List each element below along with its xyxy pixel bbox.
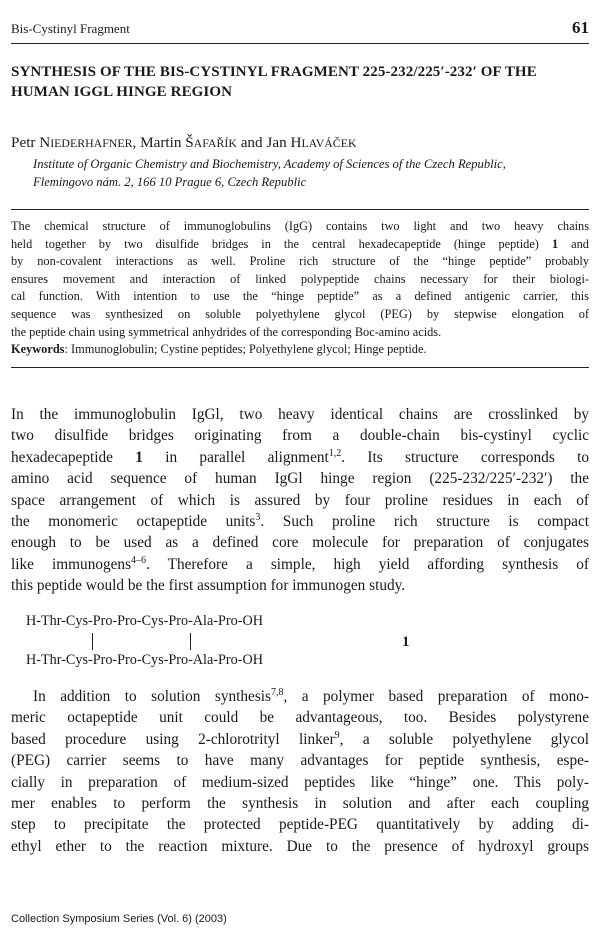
keywords [11, 341, 589, 359]
text-run: In the immunoglobulin IgGl, two heavy identical chains are crosslinked by [11, 406, 589, 423]
compound-number: 1 [402, 634, 410, 650]
text-run: , a polymer based preparation of mono- [283, 688, 589, 705]
author-list [11, 133, 589, 153]
text-line [11, 554, 589, 575]
text-run: meric octapeptide unit could be advantageous, too. Besides polystyrene [11, 709, 589, 727]
abstract-line [11, 324, 589, 342]
abstract-line [11, 253, 589, 271]
affiliation-line-1: Institute of Organic Chemistry and Biochemistry, Academy of Sciences of the Czech Republic, [33, 157, 506, 171]
text-line [11, 814, 589, 835]
abstract-line [11, 218, 589, 236]
peptide-chain-top: H-Thr-Cys-Pro-Pro-Cys-Pro-Ala-Pro-OH [26, 613, 263, 629]
abstract-text: cal function. With intention to use the “hinge peptide” as a defined antigenic carrier, this [11, 289, 589, 304]
text-run: space arrangement of which is assured by four proline residues in each of [11, 491, 589, 509]
peptide-chain-bottom: H-Thr-Cys-Pro-Pro-Cys-Pro-Ala-Pro-OH [26, 652, 263, 668]
text-line [11, 750, 589, 771]
abstract-text: ensures movement and interaction of linked polypeptide chains necessary for their biologi- [11, 271, 589, 286]
keywords-label: Keywords [11, 342, 65, 356]
citation-ref: 9 [334, 729, 340, 741]
text-line [11, 532, 589, 553]
text-run: . Therefore a simple, high yield affording synthesis of [146, 555, 589, 573]
running-title: Bis-Cystinyl Fragment [11, 21, 130, 36]
abstract-top-rule [11, 209, 589, 210]
text-run: enough to be used as a defined core molecule for preparation of conjugates [11, 534, 589, 552]
author-separator-and: and [236, 134, 267, 151]
text-line [11, 793, 589, 814]
body-paragraph-1 [11, 404, 589, 597]
text-line [11, 490, 589, 511]
abstract [11, 218, 589, 341]
text-line [11, 425, 589, 446]
author-separator: , [132, 134, 141, 151]
article-title: SYNTHESIS OF THE BIS-CYSTINYL FRAGMENT 225-232/225′-232′ OF THE HUMAN IGGL HINGE REGION [11, 64, 537, 100]
text-line [11, 836, 589, 857]
abstract-text: the peptide chain using symmetrical anhydrides of the corresponding Boc-amino acids. [11, 324, 442, 339]
disulfide-bond-2 [190, 633, 191, 650]
citation-ref: 4–6 [131, 554, 147, 566]
compound-ref: 1 [551, 236, 559, 251]
text-run: . Such proline rich structure is compact [260, 512, 590, 530]
abstract-line [11, 288, 589, 306]
abstract-line [11, 236, 589, 254]
text-run: the monomeric octapeptide units [11, 512, 256, 530]
text-run: cially in preparation of medium-sized peptides like “hinge” one. This poly- [11, 773, 589, 791]
text-line [11, 447, 589, 468]
peptide-formula [26, 613, 446, 673]
text-run: , a soluble polyethylene glycol [339, 730, 590, 748]
page-number: 61 [572, 18, 589, 37]
text-run: ethyl ether to the reaction mixture. Due to the presence of hydroxyl groups [11, 837, 589, 855]
citation-ref: 3 [255, 511, 261, 523]
text-run: two disulfide bridges originating from a double-chain bis-cystinyl cyclic [11, 427, 589, 445]
text-line [11, 729, 589, 750]
author-2-last: ŠAFAŘÍK [185, 134, 237, 151]
text-line [11, 468, 589, 489]
compound-ref: 1 [135, 448, 143, 466]
text-run: . Its structure corresponds to [341, 448, 589, 466]
text-run: hexadecapeptide [11, 448, 136, 466]
affiliation [33, 155, 589, 191]
disulfide-bond-1 [92, 633, 93, 650]
text-run: based procedure using 2-chlorotrityl linker [11, 730, 335, 748]
abstract-text: The chemical structure of immunoglobulins (IgG) contains two light and two heavy chains [11, 219, 589, 233]
citation-ref: 7,8 [271, 687, 284, 698]
text-line [11, 575, 589, 596]
text-run: step to precipitate the protected peptide-PEG quantitatively by adding di- [11, 816, 589, 834]
author-3-last: HLAVÁČEK [290, 134, 357, 151]
text-run: like immunogens [11, 555, 132, 573]
running-header [11, 18, 589, 40]
text-run: (PEG) carrier seems to have many advantages for peptide synthesis, espe- [11, 752, 589, 770]
abstract-text: by non-covalent interactions as well. Proline rich structure of the “hinge peptide” probably [11, 254, 589, 269]
keywords-text: : Immunoglobulin; Cystine peptides; Polyethylene glycol; Hinge peptide. [64, 342, 427, 356]
author-1-first: Petr [11, 134, 36, 151]
abstract-text: sequence was synthesized on soluble polyethylene glycol (PEG) by stepwise elongation of [11, 306, 589, 321]
text-run: in parallel alignment [142, 448, 329, 466]
author-2-first: Martin [140, 134, 182, 151]
author-3-first: Jan [266, 134, 287, 151]
citation-ref: 1,2 [328, 447, 342, 459]
abstract-bottom-rule [11, 367, 589, 368]
abstract-line [11, 306, 589, 324]
text-run: this peptide would be the first assumption for immunogen study. [11, 577, 406, 595]
text-run: amino acid sequence of human IgGl hinge region (225-232/225′-232′) the [11, 470, 589, 488]
author-1-last: NIEDERHAFNER [39, 134, 133, 151]
footer-citation: Collection Symposium Series (Vol. 6) (2003) [11, 913, 227, 925]
text-line [11, 772, 589, 793]
text-line [11, 686, 589, 707]
header-rule [11, 43, 589, 44]
text-run: mer enables to perform the synthesis in solution and after each coupling [11, 794, 589, 812]
abstract-text: held together by two disulfide bridges in the central hexadecapeptide (hinge peptide) [11, 236, 552, 251]
text-line [11, 707, 589, 728]
text-line [11, 404, 589, 425]
abstract-text: and [558, 236, 589, 251]
abstract-line [11, 271, 589, 289]
affiliation-line-2: Flemingovo nám. 2, 166 10 Prague 6, Czech Republic [33, 175, 307, 189]
text-line [11, 511, 589, 532]
text-run: In addition to solution synthesis [33, 688, 271, 705]
body-paragraph-2 [11, 686, 589, 857]
